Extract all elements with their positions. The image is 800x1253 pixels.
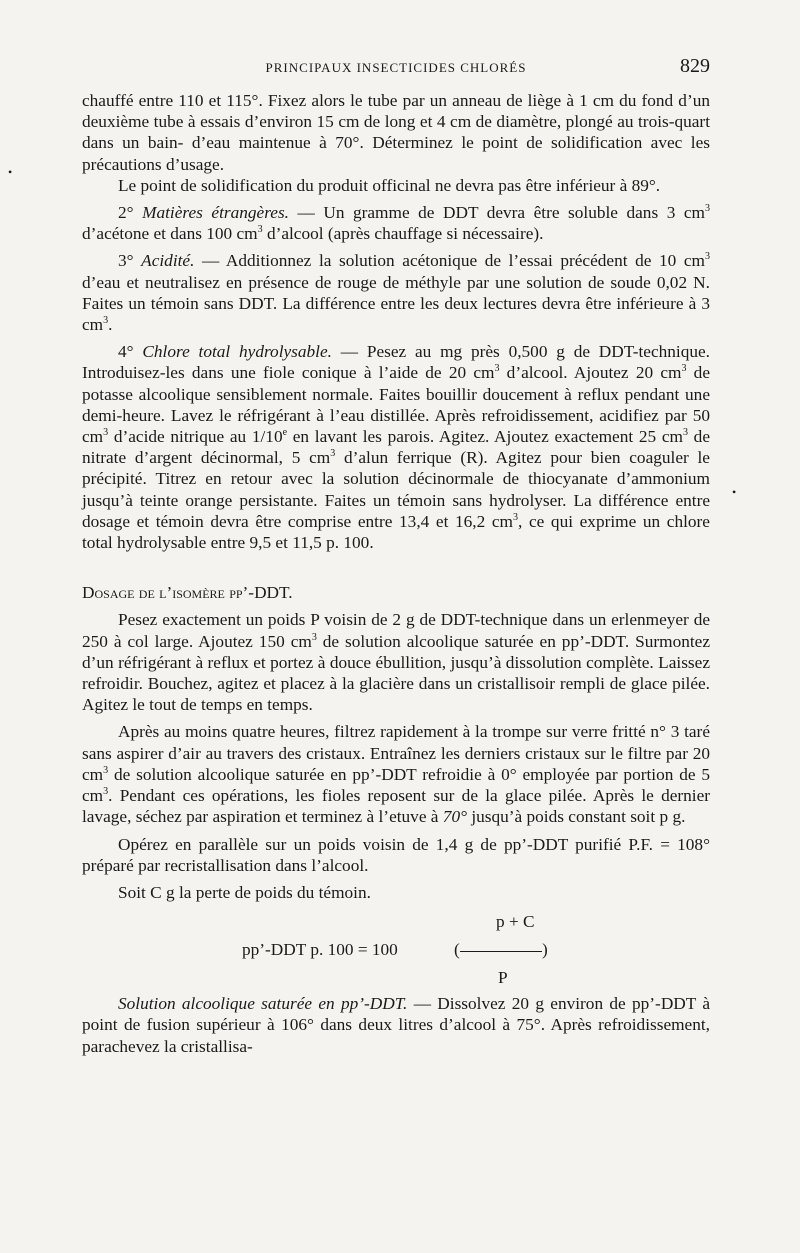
item-number: 2°	[118, 203, 134, 223]
item-title: Matières étrangères.	[142, 203, 289, 223]
text-italic: 70°	[442, 807, 467, 827]
section-heading-ddt: DDT.	[254, 583, 293, 603]
text-run: de solution alcoolique saturée en pp’-DDT refroidie à 0° employée par portion de 5 cm	[82, 764, 710, 806]
text-run: jusqu’à poids constant soit p g.	[467, 807, 686, 827]
running-title: PRINCIPAUX INSECTICIDES CHLORÉS	[265, 60, 527, 75]
formula	[82, 909, 710, 989]
superscript: 3	[103, 427, 109, 439]
text-run: , ce qui exprime un chlore total hydrolysable entre 9,5 et 11,5 p. 100.	[82, 511, 710, 553]
text-run: Pesez exactement un poids P voisin de 2 g de DDT-technique dans un erlenmeyer de 250 à col large. Ajoutez 150 cm	[82, 610, 710, 651]
text-run: d’alcool (après chauffage si nécessaire).	[262, 224, 544, 244]
superscript: 3	[311, 631, 317, 643]
superscript: 3	[682, 427, 688, 439]
formula-close-paren: )	[542, 940, 548, 960]
text-run: — Additionnez la solution acétonique de l’essai précédent de 10 cm	[194, 251, 705, 271]
page-header	[82, 0, 710, 90]
margin-bullet-left: •	[8, 165, 13, 179]
paragraph-weigh-sample	[82, 609, 710, 715]
text-run: d’alcool. Ajoutez 20 cm	[499, 363, 682, 383]
text-run: d’eau et neutralisez en présence de rouge de méthyle par une solution de soude 0,02 N. Faites un témoin sans DDT. La différence entre les deux lectures devra être inférieure à 3 cm	[82, 272, 710, 335]
text-run: de nitrate d’argent décinormal, 5 cm	[82, 427, 710, 468]
paragraph-parallel: Opérez en parallèle sur un poids voisin de 1,4 g de pp’-DDT purifié P.F. = 108° préparé par recristallisation dans l’alcool.	[82, 834, 710, 875]
page	[82, 0, 710, 1057]
paragraph-solidification-procedure: chauffé entre 110 et 115°. Fixez alors le tube par un anneau de liège à 1 cm du fond d’un deuxième tube à essais d’environ 15 cm de long et 4 cm de diamètre, plongé au trois-quart dans un bain- d’eau maintenue à 70°. Déterminez le point de solidification avec les précautions d’usage.	[82, 91, 710, 174]
item-title: Solution alcoolique saturée en pp’-DDT.	[118, 994, 408, 1014]
superscript: 3	[704, 203, 710, 215]
superscript: 3	[681, 363, 687, 375]
superscript: 3	[494, 363, 500, 375]
text-run: d’acétone et dans 100 cm	[82, 224, 258, 244]
text-run: — Pesez au mg près 0,500 g de DDT-technique. Introduisez-les dans une fiole conique à l’aide de 20 cm	[82, 342, 710, 383]
superscript: 3	[103, 786, 109, 798]
text-run: — Dissolvez 20 g environ de pp’-DDT à point de fusion supérieur à 106° dans deux litres d’alcool à 75°. Après refroidissement, parachevez la cristallisa-	[82, 994, 711, 1056]
paragraph-foreign-matter	[82, 202, 710, 244]
formula-numerator: p + C	[496, 912, 535, 932]
superscript: 3	[513, 512, 518, 524]
paragraph-acidity	[82, 250, 710, 335]
section-heading-smallcaps: Dosage de l’isomère pp’-	[82, 583, 255, 603]
superscript: 3	[704, 251, 710, 263]
margin-bullet-right: •	[732, 485, 737, 499]
superscript: 3	[103, 765, 109, 777]
page-number: 829	[680, 55, 710, 77]
formula-open-paren: (	[454, 940, 460, 960]
paragraph-solidification-limit: Le point de solidification du produit officinal ne devra pas être inférieur à 89°.	[118, 175, 661, 195]
body-text	[82, 90, 710, 1057]
paragraph-witness-loss: Soit C g la perte de poids du témoin.	[118, 882, 371, 902]
text-run: en lavant les parois. Agitez. Ajoutez exactement 25 cm	[287, 427, 683, 447]
formula-fraction-bar	[460, 951, 542, 952]
text-run: d’acide nitrique au 1/10	[108, 427, 283, 447]
superscript: e	[282, 427, 288, 439]
section-heading	[82, 582, 710, 603]
text-run: d’alun ferrique (R). Agitez pour bien coaguler le précipité. Titrez en retour avec la solution décinormale de thiocyanate d’ammonium jusqu’à teinte orange persistante. Faites un témoin sans hydrolyser. La différence entre dosage et témoin devra être comprise entre 13,4 et 16,2 cm	[82, 448, 710, 531]
paragraph-saturated-solution	[82, 993, 710, 1057]
text-run: de solution alcoolique saturée en pp’-DDT. Surmontez d’un réfrigérant à reflux et portez à douce ébullition, jusqu’à dissolution complète. Laissez refroidir. Bouchez, agitez et placez à la glacière dans un cristallisoir rempli de glace pilée. Agitez le tout de temps en temps.	[82, 631, 710, 715]
text-run: de potasse alcoolique sensiblement normale. Faites bouillir doucement à reflux pendant une demi-heure. Lavez le réfrigérant à l’eau distillée. Après refroidissement, acidifiez par 50 cm	[82, 363, 710, 447]
item-number: 4°	[118, 342, 134, 362]
superscript: 3	[257, 224, 263, 236]
paragraph-hydrolysable-chlorine	[82, 341, 710, 553]
text-run: — Un gramme de DDT devra être soluble dans 3 cm	[289, 203, 705, 223]
item-title: Acidité.	[141, 251, 195, 271]
formula-denominator: P	[498, 968, 508, 988]
text-run: .	[108, 315, 113, 335]
item-title: Chlore total hydrolysable.	[142, 342, 332, 362]
superscript: 3	[103, 315, 109, 327]
superscript: 3	[330, 448, 336, 460]
text-run: Après au moins quatre heures, filtrez rapidement à la trompe sur verre fritté n° 3 taré sans aspirer d’air au travers des cristaux. Entraînez les derniers cristaux sur le filtre par 20 cm	[82, 722, 710, 784]
item-number: 3°	[118, 251, 134, 271]
paragraph-filter	[82, 721, 710, 827]
formula-lhs: pp’-DDT p. 100 = 100	[242, 940, 398, 960]
text-run: . Pendant ces opérations, les fioles reposent sur de la glace pilée. Après le dernier lavage, séchez par aspiration et terminez à l’etuve à	[82, 786, 710, 827]
